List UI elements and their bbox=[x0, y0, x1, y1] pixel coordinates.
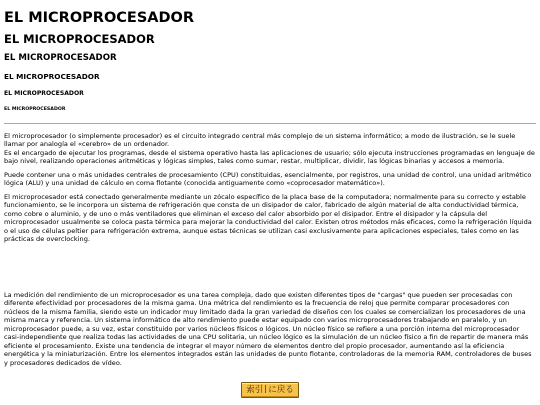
heading-level-3: EL MICROPROCESADOR bbox=[4, 52, 117, 63]
heading-level-6: EL MICROPROCESADOR bbox=[4, 107, 66, 113]
heading-level-4: EL MICROPROCESADOR bbox=[4, 71, 100, 81]
blank-space bbox=[4, 249, 536, 291]
heading-level-2: EL MICROPROCESADOR bbox=[4, 31, 155, 46]
paragraph-intro-line-1: El microprocesador (o simplemente procesador) es el circuito integrado central más complejo de un sistema informático; a modo de ilustración, se le suele llamar por analogía el «cerebro» de un ordenador. bbox=[4, 131, 516, 149]
paragraph-cpu-units: Puede contener una o más unidades centrales de procesamiento (CPU) constituidas, esencialmente, por registros, una unidad de control, una unidad aritmético lógica (ALU) y una unidad de cálculo en coma flotante (conocida antiguamente como «coprocesador matemático»). bbox=[4, 170, 532, 188]
horizontal-divider bbox=[4, 123, 536, 124]
paragraph-performance: La medición del rendimiento de un microprocesador es una tarea compleja, dado que existen diferentes tipos de "cargas" que pueden ser procesadas con diferente efectividad por procesadores de la misma gama. Una métrica del rendimiento es la frecuencia de reloj que permite comparar procesadores con núcleos de la misma familia, siendo este un indicador muy limitado dada la gran variedad de diseños con los cuales se comercializan los procesadores de una misma marca y referencia. Un sistema informático de alto rendimiento puede estar equipado con varios microprocesadores trabajando en paralelo, y un microprocesador puede, a su vez, estar constituido por varios núcleos físicos o lógicos. Un núcleo físico se refiere a una porción interna del microprocesador casi-independiente que realiza todas las actividades de una CPU solitaria, un núcleo lógico es la simulación de un núcleo físico a fin de repartir de manera más eficiente el procesamiento. Existe una tendencia de integrar el mayor número de elementos dentro del propio procesador, aumentando así la eficiencia energética y la miniaturización. Entre los elementos integrados están las unidades de punto flotante, controladoras de la memoria RAM, controladores de buses y procesadores dedicados de vídeo. bbox=[4, 290, 532, 367]
button-row bbox=[4, 377, 536, 398]
heading-level-1: EL MICROPROCESADOR bbox=[4, 10, 195, 26]
heading-level-5: EL MICROPROCESADOR bbox=[4, 90, 84, 98]
button-separator bbox=[265, 385, 266, 393]
back-to-index-button[interactable] bbox=[241, 382, 299, 398]
paragraph-intro-line-2: Es el encargado de ejecutar los programas, desde el sistema operativo hasta las aplicaciones de usuario; sólo ejecuta instrucciones programadas en lenguaje de bajo nivel, realizando operaciones aritméticas y lógicas simples, tales como sumar, restar, multiplicar, dividir, las lógicas binarias y accesos a memoria. bbox=[4, 148, 535, 166]
paragraph-cooling: El microprocesador está conectado generalmente mediante un zócalo específico de la placa base de la computadora; normalmente para su correcto y estable funcionamiento, se le incorpora un sistema de refrigeración que consta de un disipador de calor, fabricado de algún material de alta conductividad térmica, como cobre o aluminio, y de uno o más ventiladores que eliminan el exceso del calor absorbido por el disipador. Entre el disipador y la cápsula del microprocesador usualmente se coloca pasta térmica para mejorar la conductividad del calor. Existen otros métodos más eficaces, como la refrigeración líquida o el uso de células peltier para refrigeración extrema, aunque estas técnicas se utilizan casi exclusivamente para aplicaciones especiales, tales como en las prácticas de overclocking. bbox=[4, 192, 532, 244]
back-button-label-part1: 索引 bbox=[246, 385, 264, 396]
back-button-label-part2: に戻る bbox=[268, 385, 294, 396]
